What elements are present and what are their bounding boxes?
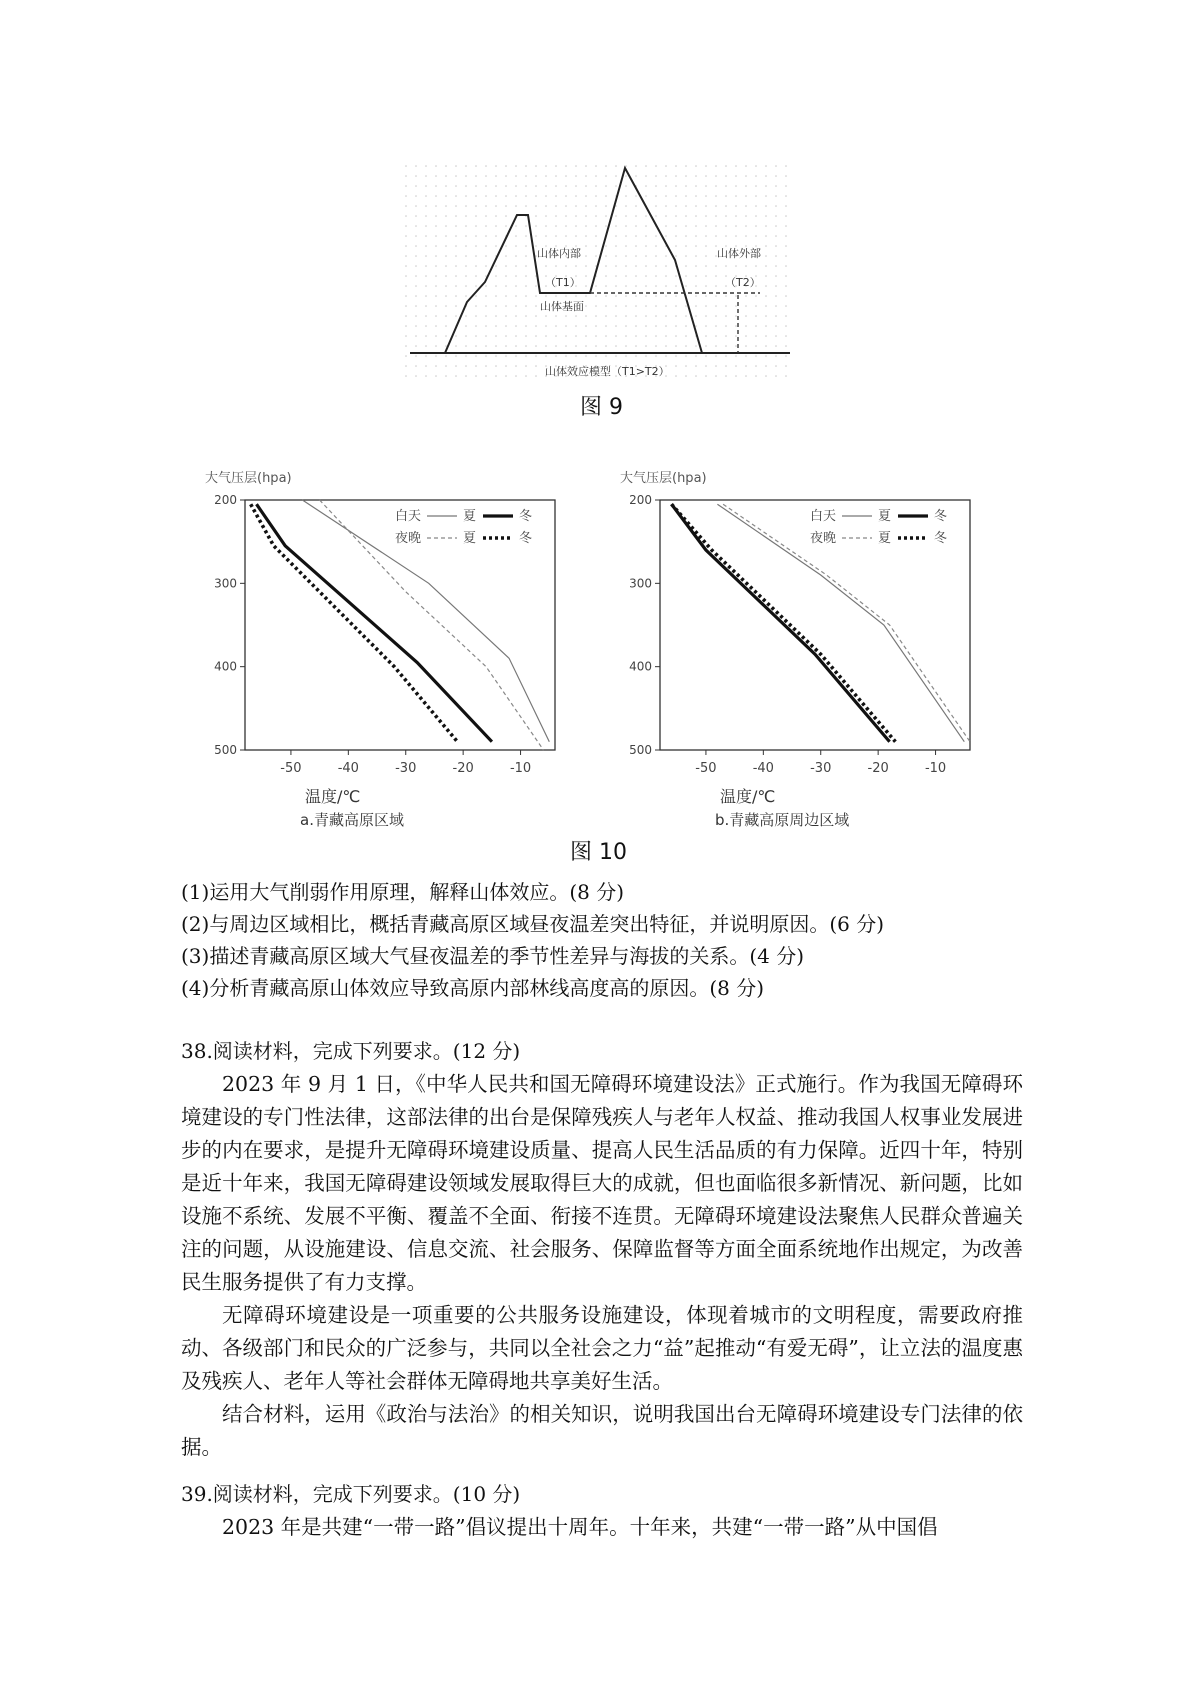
mountain-effect-diagram [405,165,795,385]
x-tick-label: -20 [867,761,889,776]
q38-paragraph-2: 无障碍环境建设是一项重要的公共服务设施建设，体现着城市的文明程度，需要政府推动、各级部门和民众的广泛参与，共同以全社会之力“益”起推动“有爱无碍”，让立法的温度惠及残疾人、老年人等社会群体无障碍地共享美好生活。 [181,1303,1023,1393]
question-2: (2)与周边区域相比，概括青藏高原区域昼夜温差突出特征，并说明原因。(6 分) [181,912,885,936]
x-tick-label: -20 [452,761,474,776]
question-3: (3)描述青藏高原区域大气昼夜温差的季节性差异与海拔的关系。(4 分) [181,944,805,968]
q38-paragraph-3: 结合材料，运用《政治与法治》的相关知识，说明我国出台无障碍环境建设专门法律的依据。 [181,1402,1023,1459]
inner-label: 山体内部 [537,247,581,260]
legend-summer-label: 夏 [463,509,477,524]
x-tick-label: -50 [280,761,302,776]
x-tick-label: -10 [509,761,532,776]
question-4: (4)分析青藏高原山体效应导致高原内部林线高度高的原因。(8 分) [181,976,765,1000]
y-tick-label: 300 [629,576,652,591]
q38-material [181,1068,1023,1464]
legend-day-label: 白天 [810,509,837,524]
x-tick-label: -30 [810,761,832,776]
chart-b [610,460,1000,830]
legend-winter-label: 冬 [519,509,533,524]
x-axis-label: 温度/℃ [720,787,776,806]
question-1: (1)运用大气削弱作用原理，解释山体效应。(8 分) [181,880,625,904]
figure-9-caption: 图 9 [580,395,623,420]
q38-title: 38.阅读材料，完成下列要求。(12 分) [181,1039,521,1063]
base-label: 山体基面 [540,300,584,313]
legend-winter-label: 冬 [519,531,533,546]
chart-a [195,460,585,830]
x-tick-label: -40 [337,761,359,776]
x-axis-label: 温度/℃ [305,787,361,806]
chart-title: a.青藏高原区域 [300,811,404,829]
y-tick-label: 500 [629,743,652,757]
chart-title: b.青藏高原周边区域 [715,811,850,829]
q39-title: 39.阅读材料，完成下列要求。(10 分) [181,1482,521,1506]
y-axis-label: 大气压层(hpa) [620,471,707,486]
legend-winter-label: 冬 [934,531,948,546]
series-line-0 [717,504,964,742]
legend-night-label: 夜晚 [810,531,837,546]
legend-summer-label: 夏 [463,531,477,546]
y-axis-label: 大气压层(hpa) [205,471,292,486]
y-tick-label: 400 [214,659,237,674]
q39-paragraph-1: 2023 年是共建“一带一路”倡议提出十周年。十年来，共建“一带一路”从中国倡 [222,1515,938,1539]
x-tick-label: -10 [924,761,947,776]
series-line-1 [723,504,970,742]
figure-9 [405,165,795,385]
t1-label: （T1） [545,276,581,289]
figure-10-caption: 图 10 [570,840,627,865]
legend-night-label: 夜晚 [395,531,422,546]
y-tick-label: 200 [629,493,652,507]
t2-label: （T2） [725,276,761,289]
q38-paragraph-1: 2023 年 9 月 1 日，《中华人民共和国无障碍环境建设法》正式施行。作为我国无障碍环境建设的专门性法律，这部法律的出台是保障残疾人与老年人权益、推动我国人权事业发展进步的内在要求，是提升无障碍环境建设质量、提高人民生活品质的有力保障。近四十年，特别是近十年来，我国无障碍建设领域发展取得巨大的成就，但也面临很多新情况、新问题，比如设施不系统、发展不平衡、覆盖不全面、衔接不连贯。无障碍环境建设法聚焦人民群众普遍关注的问题，从设施建设、信息交流、社会服务、保障监督等方面全面系统地作出规定，为改善民生服务提供了有力支撑。 [181,1072,1023,1294]
q39-material [181,1511,1023,1544]
y-tick-label: 500 [214,743,237,757]
x-tick-label: -40 [752,761,774,776]
model-label: 山体效应模型（T1>T2） [545,365,670,378]
question-list [181,876,884,1004]
y-tick-label: 300 [214,576,237,591]
legend-winter-label: 冬 [934,509,948,524]
legend-day-label: 白天 [395,509,422,524]
y-tick-label: 200 [214,493,237,507]
y-tick-label: 400 [629,659,652,674]
x-tick-label: -30 [395,761,417,776]
legend-summer-label: 夏 [878,509,892,524]
outer-label: 山体外部 [717,247,761,260]
series-line-2 [257,504,492,742]
x-tick-label: -50 [695,761,717,776]
legend-summer-label: 夏 [878,531,892,546]
